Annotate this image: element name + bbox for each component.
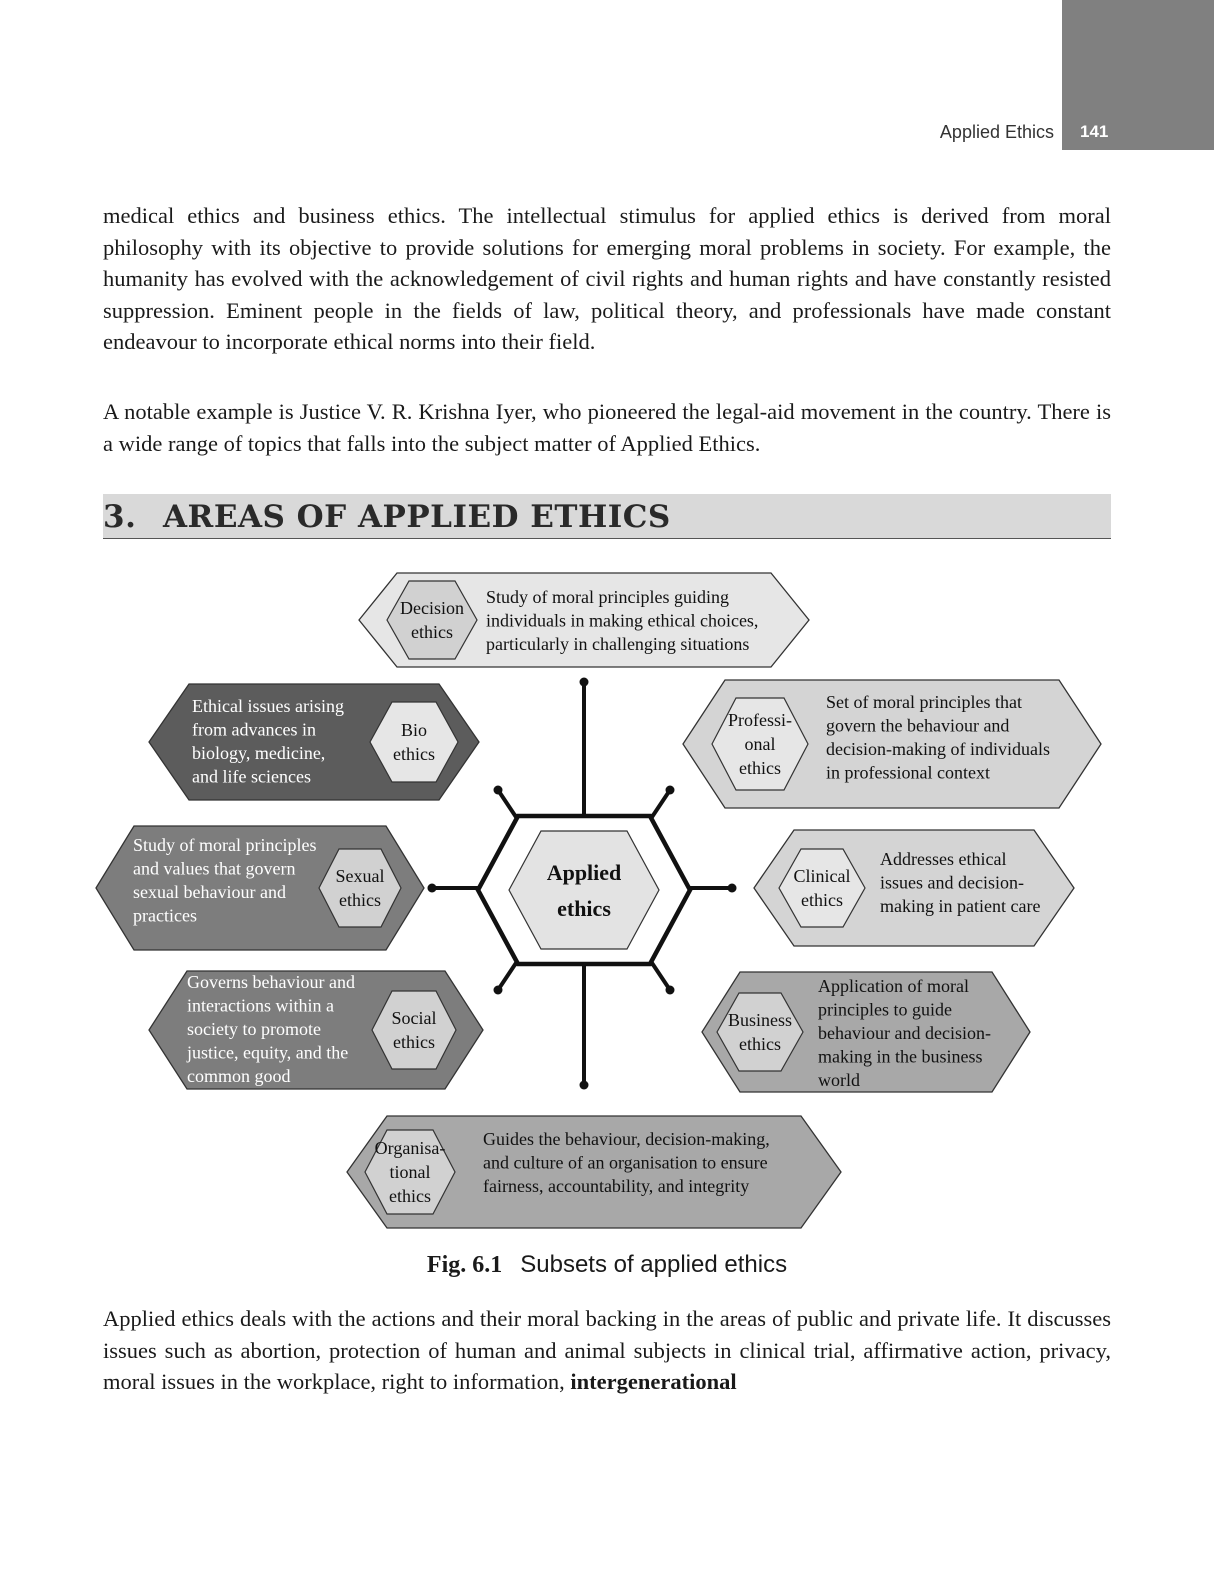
center-label: Applied ethics (546, 860, 622, 921)
paragraph-2: A notable example is Justice V. R. Krishna Iyer, who pioneered the legal-aid movement in the country. There is a wide range of topics that falls into the subject matter of Applied Ethics. (103, 399, 1111, 456)
node-professional-description: Set of moral principles that govern the behaviour and decision-making of individuals in professional context (826, 692, 1050, 783)
node-bio-description: Ethical issues arising from advances in biology, medicine, and life sciences (192, 696, 344, 787)
node-social-ethics (149, 971, 483, 1089)
center-hexagon-inner (509, 831, 659, 949)
node-clinical-description: Addresses ethical issues and decision-making in patient care (880, 849, 1041, 916)
paragraph-3-bold: intergenerational (570, 1369, 737, 1394)
figure-caption-text: Subsets of applied ethics (520, 1251, 788, 1278)
node-organisational-label: Organisa-tional ethics (374, 1138, 446, 1206)
connector-lower-right (652, 963, 670, 990)
node-professional-label: Professi-onal ethics (728, 710, 792, 778)
connector-dot (728, 884, 737, 893)
node-sexual-ethics (96, 826, 424, 950)
page-number: 141 (1080, 122, 1109, 141)
node-professional-ethics (683, 680, 1101, 808)
connector-dot (580, 678, 589, 687)
node-decision-description: Study of moral principles guiding individuals in making ethical choices, particularly in challenging situations (486, 587, 759, 654)
paragraph-1: medical ethics and business ethics. The intellectual stimulus for applied ethics is derived from moral philosophy with its objective to provide solutions for emerging moral problems in society. For example, the humanity has evolved with the acknowledgement of civil rights and human rights and have constantly resisted suppression. Eminent people in the fields of law, political theory, and professionals have made constant endeavour to incorporate ethical norms into their field. (103, 203, 1111, 354)
connector-dot (666, 786, 675, 795)
node-social-label: Social ethics (391, 1008, 437, 1052)
connector-lower-left (498, 963, 516, 990)
connector-upper-left (498, 790, 516, 817)
node-bio-label: Bio ethics (393, 720, 435, 764)
node-social-description: Governs behaviour and interactions within a society to promote justice, equity, and the common good (187, 972, 355, 1086)
node-organisational-description: Guides the behaviour, decision-making, and culture of an organisation to ensure fairness, accountability, and integrity (483, 1129, 770, 1196)
applied-ethics-diagram (0, 560, 1214, 1250)
connector-dot (494, 986, 503, 995)
node-business-description: Application of moral principles to guide behaviour and decision-making in the business world (818, 976, 991, 1090)
paragraph-3-text: Applied ethics deals with the actions and their moral backing in the areas of public and private life. It discusses issues such as abortion, protection of human and animal subjects in clinical trial, affirmative action, privacy, moral issues in the workplace, right to information, (103, 1306, 1111, 1394)
node-decision-label: Decision ethics (400, 598, 464, 642)
node-business-ethics (702, 972, 1030, 1092)
section-title: AREAS OF APPLIED ETHICS (163, 499, 671, 535)
node-sexual-description: Study of moral principles and values that govern sexual behaviour and practices (133, 835, 317, 926)
node-decision-ethics (359, 573, 809, 667)
figure-caption (0, 1251, 1214, 1279)
running-title: Applied Ethics (939, 122, 1054, 142)
node-clinical-ethics (754, 830, 1074, 946)
node-clinical-label: Clinical ethics (793, 866, 851, 910)
section-heading (103, 496, 671, 538)
node-organisational-ethics (347, 1116, 841, 1228)
node-business-label: Business ethics (727, 1010, 793, 1054)
connector-dot (428, 884, 437, 893)
diagram-canvas (0, 560, 1214, 1250)
node-bio-ethics (149, 684, 479, 800)
connector-dot (666, 986, 675, 995)
node-sexual-label: Sexual ethics (335, 866, 385, 910)
connector-dot (580, 1081, 589, 1090)
paragraph-3 (103, 1303, 1111, 1398)
connector-dot (494, 786, 503, 795)
figure-label: Fig. 6.1 (426, 1252, 503, 1278)
section-number: 3. (103, 499, 137, 535)
connector-upper-right (652, 790, 670, 817)
